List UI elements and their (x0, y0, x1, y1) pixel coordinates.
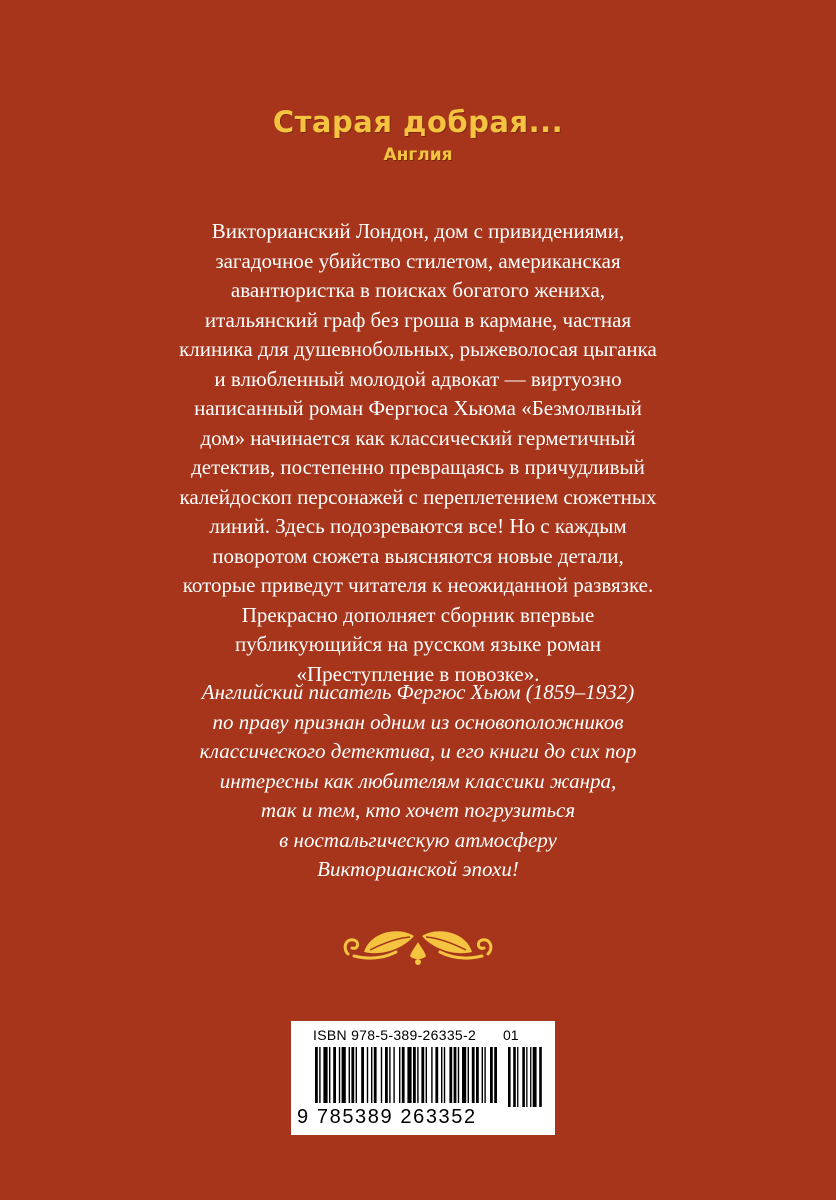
author-line: так и тем, кто хочет погрузиться (260, 798, 576, 822)
isbn-addon: 01 (503, 1027, 519, 1043)
blurb-line: публикующийся на русском языке роман (235, 632, 601, 656)
blurb-line: авантюристка в поисках богатого жениха, (230, 278, 606, 302)
author-line: интересны как любителям классики жанра, (219, 768, 617, 793)
ean-digits: 9 785389 263352 (297, 1106, 477, 1128)
blurb-line: которые приведут читателя к неожиданной развязке. (182, 573, 654, 597)
blurb-line: итальянский граф без гроша в кармане, частная (204, 307, 632, 332)
blurb-line: и влюбленный молодой адвокат — виртуозно (214, 366, 622, 391)
author-line: Английский писатель Фергюс Хьюм (1859–1932) (201, 680, 635, 704)
blurb-line: линий. Здесь подозреваются все! Но с каждым (209, 514, 627, 538)
blurb-line: поворотом сюжета выясняются новые детали, (212, 543, 624, 568)
barcode-bars (303, 1047, 547, 1109)
isbn-label: ISBN 978-5-389-26335-2 (313, 1027, 477, 1043)
series-title (0, 102, 836, 168)
floral-ornament-icon (340, 920, 496, 972)
blurb-line: написанный роман Фергюса Хьюма «Безмолвный (194, 396, 642, 420)
author-line: в ностальгическую атмосферу (279, 827, 557, 852)
blurb-line: загадочное убийство стилетом, американская (215, 248, 621, 273)
blurb-line: детектив, постепенно превращаясь в причудливый (191, 455, 645, 479)
blurb-line: Викторианский Лондон, дом с привидениями, (211, 219, 625, 243)
blurb-line: дом» начинается как классический герметичный (200, 425, 636, 450)
blurb-line: клиника для душевнобольных, рыжеволосая цыганка (179, 337, 657, 361)
blurb-line: калейдоскоп персонажей с переплетением сюжетных (179, 484, 657, 509)
book-blurb (90, 217, 746, 689)
isbn-barcode (291, 1021, 555, 1135)
blurb-line: «Преступление в повозке». (296, 661, 540, 686)
series-title-line1: Старая добрая... (272, 105, 564, 139)
author-line: Викторианской эпохи! (317, 857, 519, 881)
author-note (90, 678, 746, 885)
author-line: по праву признан одним из основоположников (212, 709, 624, 734)
blurb-line: Прекрасно дополняет сборник впервые (241, 602, 595, 627)
author-line: классического детектива, и его книги до сих пор (199, 739, 637, 763)
series-title-line2: Англия (383, 145, 453, 165)
